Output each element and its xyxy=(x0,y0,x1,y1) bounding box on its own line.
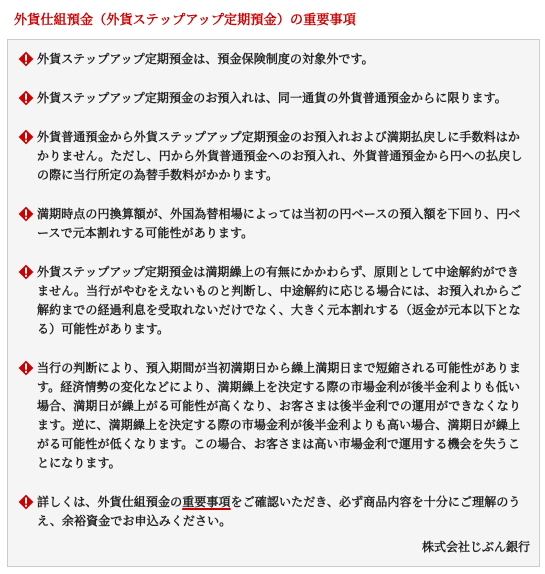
bank-name: 株式会社じぶん銀行 xyxy=(421,540,530,554)
notice-item-text: 外貨ステップアップ定期預金のお預入れは、同一通貨の外貨普通預金からに限ります。 xyxy=(37,91,507,105)
notice-item-text xyxy=(37,493,525,531)
warning-icon xyxy=(18,360,34,376)
warning-icon xyxy=(18,51,34,67)
warning-icon xyxy=(18,206,34,222)
notice-panel xyxy=(7,39,540,567)
notice-item xyxy=(18,205,525,243)
notice-item xyxy=(18,128,525,185)
notice-item-text: 外貨普通預金から外貨ステップアップ定期預金のお預入れおよび満期払戻しに手数料はかかりません。ただし、円から外貨普通預金へのお預入れ、外貨普通預金から円への払戻しの際に当行所定の為替手数料がかかります。 xyxy=(37,130,523,182)
notice-item xyxy=(18,50,525,69)
notice-item-text: 当行の判断により、預入期間が当初満期日から繰上満期日まで短縮される可能性があります。経済情勢の変化などにより、満期繰上を決定する際の市場金利が後半金利よりも低い場合、満期日が繰上がる可能性が高くなり、お客さまは後半金利での運用ができなくなります。逆に、満期繰上を決定する際の市場金利が後半金利よりも高い場合、満期日が繰上がる可能性が低くなります。この場合、お客さまは高い市場金利で運用する機会を失うことになります。 xyxy=(37,361,522,470)
notice-item-final xyxy=(18,493,525,531)
warning-icon xyxy=(18,129,34,145)
notice-item xyxy=(18,263,525,339)
notice-item-text: 満期時点の円換算額が、外国為替相場によっては当初の円ベースの預入額を下回り、円ベースで元本割れする可能性があります。 xyxy=(37,207,521,240)
notice-item xyxy=(18,89,525,108)
warning-icon xyxy=(18,494,34,510)
warning-icon xyxy=(18,90,34,106)
notice-title: 外貨仕組預金（外貨ステップアップ定期預金）の重要事項 xyxy=(14,13,357,28)
final-text-prefix: 詳しくは、外貨仕組預金の xyxy=(37,495,183,509)
notice-item-text: 外貨ステップアップ定期預金は、預金保険制度の対象外です。 xyxy=(37,52,374,66)
notice-item-text: 外貨ステップアップ定期預金は満期繰上の有無にかかわらず、原則として中途解約ができません。当行がやむをえないものと判断し、中途解約に応じる場合には、お預入れからご解約までの経過利息を受取れないだけでなく、大きく元本割れする（返金が元本以下となる）可能性があります。 xyxy=(37,265,522,336)
final-text-suffix: をご確認いただき、必ず商品内容を十分にご理解のうえ、余裕資金でお申込みください。 xyxy=(37,495,521,528)
warning-icon xyxy=(18,264,34,280)
important-matters-link[interactable]: 重要事項 xyxy=(182,495,231,509)
notice-item xyxy=(18,359,525,473)
